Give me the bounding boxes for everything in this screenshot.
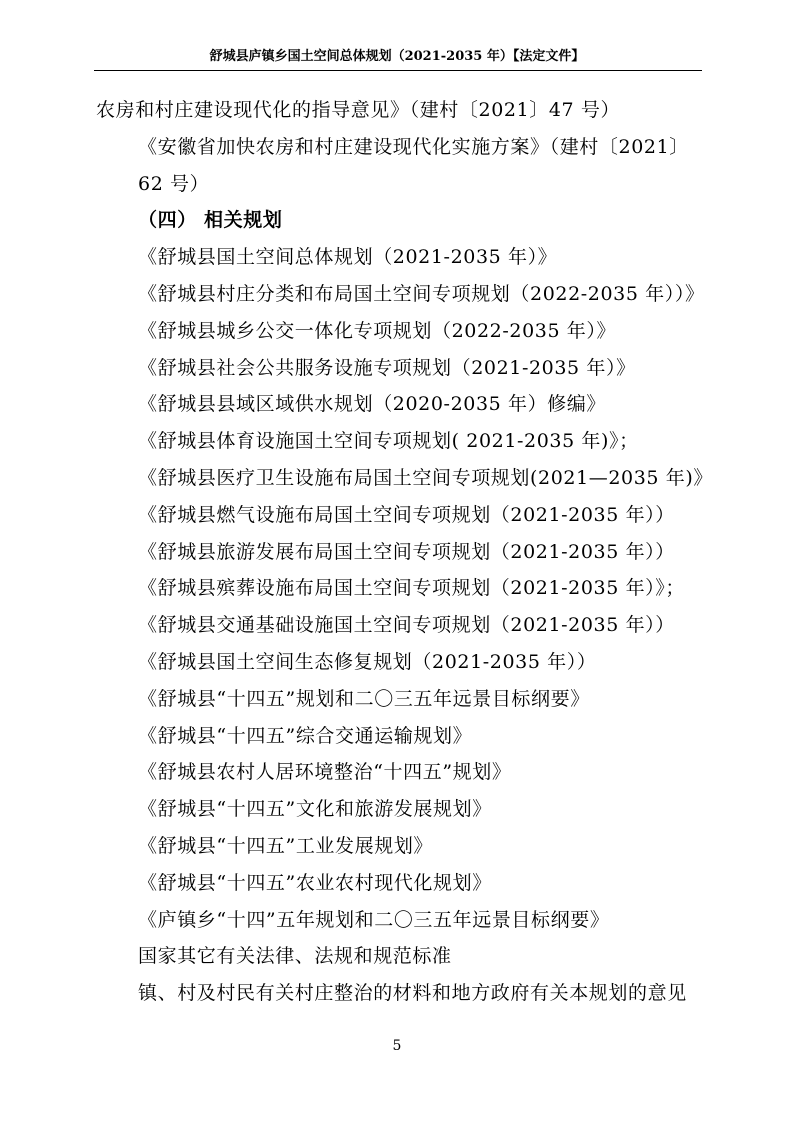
plan-reference: 《舒城县城乡公交一体化专项规划（2022-2035 年）》 [138,319,617,342]
plan-reference: 《舒城县旅游发展布局国土空间专项规划（2021-2035 年）） [138,540,675,563]
plan-reference: 《舒城县殡葬设施布局国土空间专项规划（2021-2035 年）》； [138,577,685,600]
document-reference: 《安徽省加快农房和村庄建设现代化实施方案》（建村〔2021〕62 号） [138,135,689,195]
plan-reference: 《庐镇乡“十四”五年规划和二〇三五年远景目标纲要》 [138,908,610,931]
plan-reference: 《舒城县“十四五”综合交通运输规划》 [138,724,473,747]
page-number: 5 [392,1038,402,1054]
continued-paragraph-line: 农房和村庄建设现代化的指导意见》（建村〔2021〕47 号） [96,99,621,121]
plan-reference: 《舒城县体育设施国土空间专项规划( 2021-2035 年)》； [138,430,639,453]
plan-reference: 《舒城县国土空间总体规划（2021-2035 年）》 [138,246,558,269]
plan-reference: 《舒城县村庄分类和布局国土空间专项规划（2022-2035 年））》 [138,282,705,305]
document-body [96,92,713,1012]
plan-reference: 《舒城县交通基础设施国土空间专项规划（2021-2035 年）） [138,614,675,637]
section-heading: （四） 相关规划 [138,209,283,232]
plan-reference: 《舒城县县域区域供水规划（2020-2035 年）修编》 [138,393,606,416]
plan-reference: 《舒城县燃气设施布局国土空间专项规划（2021-2035 年）） [138,503,675,526]
header-rule [94,70,702,71]
standards-reference: 国家其它有关法律、法规和规范标准 [138,945,452,968]
plan-reference: 《舒城县“十四五”工业发展规划》 [138,834,434,857]
plan-reference: 《舒城县社会公共服务设施专项规划（2021-2035 年）》 [138,356,636,379]
plan-reference: 《舒城县医疗卫生设施布局国土空间专项规划(2021—2035 年)》 [138,466,713,489]
plan-reference: 《舒城县农村人居环境整治“十四五”规划》 [138,761,512,784]
plan-reference: 《舒城县“十四五”规划和二〇三五年远景目标纲要》 [138,687,590,710]
materials-reference: 镇、村及村民有关村庄整治的材料和地方政府有关本规划的意见 [138,982,687,1005]
plan-reference: 《舒城县“十四五”农业农村现代化规划》 [138,871,492,894]
running-header: 舒城县庐镇乡国土空间总体规划（2021-2035 年）【法定文件】 [209,49,585,64]
plan-reference: 《舒城县“十四五”文化和旅游发展规划》 [138,798,492,821]
plan-reference: 《舒城县国土空间生态修复规划（2021-2035 年）） [138,650,597,673]
